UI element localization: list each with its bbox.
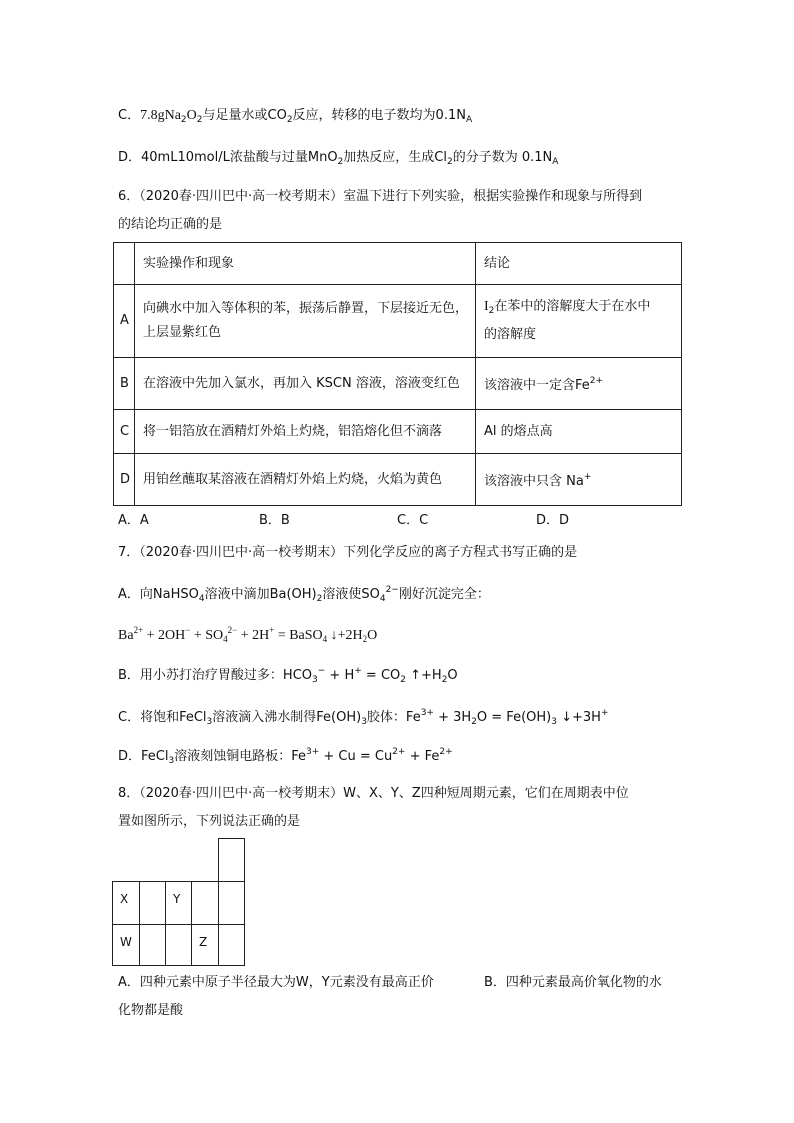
q8-stem-line-1: 8．（2020春·四川巴中·高一校考期末）W、X、Y、Z四种短周期元素，它们在周期表中位 xyxy=(118,786,629,801)
q7-stem: 7．（2020春·四川巴中·高一校考期末）下列化学反应的离子方程式书写正确的是 xyxy=(118,545,578,560)
row-label: A xyxy=(114,285,135,358)
grid-cell xyxy=(139,881,166,925)
table-row-c xyxy=(114,410,682,454)
experiment-table xyxy=(113,242,682,506)
row-conclusion: Al 的熔点高 xyxy=(476,410,682,454)
q8-stem-line-2: 置如图所示，下列说法正确的是 xyxy=(118,814,301,829)
q7-option-b: B．用小苏打治疗胃酸过多：$HCO_3^- + H^+ = CO_2$ $↑+H_2O$ xyxy=(118,666,458,685)
row-conclusion: $I_2$在苯中的溶解度大于在水中 的溶解度 xyxy=(476,285,682,358)
row-label: D xyxy=(114,454,135,506)
row-label: C xyxy=(114,410,135,454)
grid-cell xyxy=(139,924,166,966)
row-operation: 在溶液中先加入氯水，再加入 KSCN 溶液，溶液变红色 xyxy=(135,358,476,410)
table-row-b xyxy=(114,358,682,410)
row-operation: 将一铝箔放在酒精灯外焰上灼烧，铝箔熔化但不滴落 xyxy=(135,410,476,454)
q7-option-a: A．向NaHSO$_4$溶液中滴加$Ba(OH)_2$溶液使$SO_4^{2-}$刚好沉淀完全： xyxy=(118,585,490,604)
row-label: B xyxy=(114,358,135,410)
grid-cell xyxy=(218,881,245,925)
grid-cell-y: Y xyxy=(165,881,192,925)
table-row-a xyxy=(114,285,682,358)
table-row-d xyxy=(114,454,682,506)
grid-cell-z: Z xyxy=(191,924,219,966)
q6-choice-a[interactable]: A．A xyxy=(118,513,149,528)
q7-equation-a: $Ba^{2+} + 2OH^- + SO_4^{2-} + 2H^+$ = BaSO$_4$ $↓+2H_2O$ xyxy=(118,625,378,644)
q7-option-d: D．FeCl$_3$溶液刻蚀铜电路板：$Fe^{3+} + Cu = Cu^{2+} + Fe^{2+}$ xyxy=(118,747,453,766)
q6-choices xyxy=(118,511,678,531)
table-header-label xyxy=(114,243,135,285)
grid-cell-w: W xyxy=(112,924,140,966)
grid-cell xyxy=(191,881,219,925)
q6-stem-line-2: 的结论均正确的是 xyxy=(118,217,223,232)
q7-option-c: C．将饱和FeCl$_3$溶液滴入沸水制得$Fe(OH)_3$胶体：$Fe^{3+} + 3H_2O = Fe(OH)_3$ ↓+3H+ xyxy=(118,708,609,727)
q6-choice-b[interactable]: B．B xyxy=(259,513,290,528)
q6-choice-c[interactable]: C．C xyxy=(397,513,429,528)
q8-option-b-cont: 化物都是酸 xyxy=(118,1003,184,1018)
table-header-operation: 实验操作和现象 xyxy=(135,243,476,285)
q5-option-d: D．40mL10mol/L浓盐酸与过量MnO$_2$加热反应，生成$Cl_2$的分子数为 $0.1N_A$ xyxy=(118,150,559,167)
grid-cell xyxy=(218,924,245,966)
q8-option-a[interactable]: A．四种元素中原子半径最大为W，Y元素没有最高正价 xyxy=(118,975,434,990)
table-header-conclusion: 结论 xyxy=(476,243,682,285)
q6-choice-d[interactable]: D．D xyxy=(536,513,570,528)
row-conclusion: 该溶液中只含 Na+ xyxy=(476,454,682,506)
q5-option-c: C．$7.8gNa_2O_2$与足量水或$CO_2$反应，转移的电子数均为$0.1N_A$ xyxy=(118,108,473,125)
grid-cell-top xyxy=(218,838,245,882)
row-operation: 用铂丝蘸取某溶液在酒精灯外焰上灼烧，火焰为黄色 xyxy=(135,454,476,506)
row-operation: 向碘水中加入等体积的苯，振荡后静置，下层接近无色， 上层显紫红色 xyxy=(135,285,476,358)
periodic-table-grid xyxy=(112,838,247,966)
grid-cell-x: X xyxy=(112,881,140,925)
row-conclusion: 该溶液中一定含$Fe^{2+}$ xyxy=(476,358,682,410)
q8-option-b[interactable]: B．四种元素最高价氧化物的水 xyxy=(484,975,662,990)
grid-cell xyxy=(165,924,192,966)
table-header-row xyxy=(114,243,682,285)
q6-stem-line-1: 6．（2020春·四川巴中·高一校考期末）室温下进行下列实验，根据实验操作和现象与所得到 xyxy=(118,189,643,204)
